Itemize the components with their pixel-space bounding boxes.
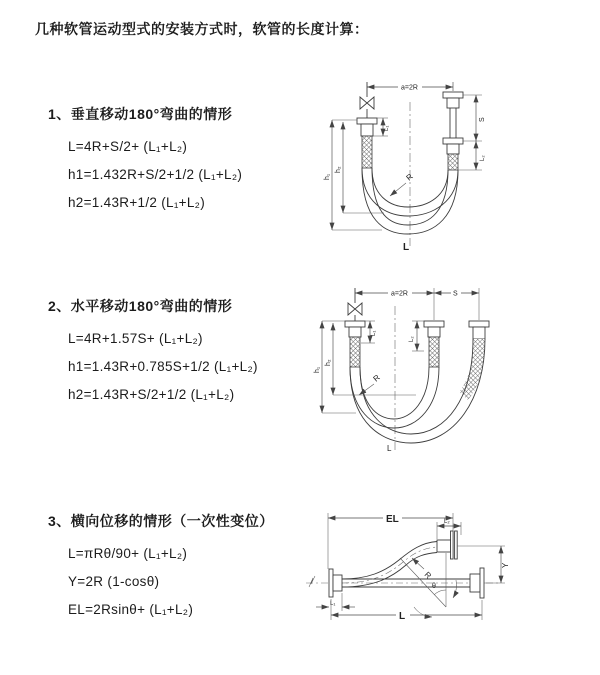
section-lateral-displacement xyxy=(48,511,274,624)
label-a-2r: a=2R xyxy=(391,290,408,298)
label-l1: L₁ xyxy=(330,601,336,607)
formula-length: L=4R+S/2+ (L₁+L₂) xyxy=(68,139,188,154)
left-hose-fitting xyxy=(345,321,365,367)
dimension-a-2r xyxy=(355,288,434,320)
dimension-l2 xyxy=(409,321,424,351)
label-length-l: L xyxy=(403,242,410,253)
label-h1: h₁ xyxy=(324,173,331,180)
label-l1: L₁ xyxy=(384,125,390,131)
label-radius: R xyxy=(404,171,415,183)
section-2-heading: 2、水平移动180°弯曲的情形 xyxy=(48,298,233,314)
dimension-l2 xyxy=(458,141,486,170)
diagram-horizontal-180-bend xyxy=(308,278,598,468)
label-radius: R xyxy=(422,570,434,581)
label-h2: h₂ xyxy=(335,166,342,173)
label-length-l: L xyxy=(387,444,392,453)
braided-hose-section xyxy=(459,339,485,400)
label-length-l: L xyxy=(399,611,406,622)
dimension-s xyxy=(434,288,479,320)
label-el: EL xyxy=(386,514,399,525)
label-radius: R xyxy=(371,372,382,384)
dimension-h2 xyxy=(335,122,384,213)
middle-hose-fitting xyxy=(424,321,444,367)
formula-h2: h2=1.43R+1/2 (L₁+L₂) xyxy=(68,195,206,210)
dimension-l xyxy=(331,599,482,622)
dimension-a-2r xyxy=(367,82,453,92)
right-hose-fitting xyxy=(469,321,489,339)
page-title: 几种软管运动型式的安装方式时，软管的长度计算： xyxy=(35,21,369,37)
label-l2: L₂ xyxy=(480,155,486,161)
formula-length: L=πRθ/90+ (L₁+L₂) xyxy=(68,546,188,561)
label-y: Y xyxy=(501,562,510,568)
dimension-l1 xyxy=(316,593,355,611)
dimension-s xyxy=(463,95,486,141)
formula-h2: h2=1.43R+S/2+1/2 (L₁+L₂) xyxy=(68,387,235,402)
section-vertical-180 xyxy=(48,104,242,217)
diagram-lateral-displacement xyxy=(298,495,598,660)
diagram-vertical-180-bend xyxy=(310,70,595,265)
braided-hose-section xyxy=(429,337,439,367)
section-horizontal-180 xyxy=(48,296,258,409)
label-h2: h₂ xyxy=(325,359,332,366)
formula-y: Y=2R (1-cosθ) xyxy=(68,574,160,589)
upper-flange-fitting xyxy=(437,531,457,559)
braided-hose-section xyxy=(350,337,360,367)
label-l1: L₁ xyxy=(371,330,377,336)
braided-hose-section xyxy=(448,154,458,170)
label-s: S xyxy=(453,290,458,298)
valve-icon xyxy=(360,82,374,118)
label-a-2r: a=2R xyxy=(401,84,418,92)
dimension-el xyxy=(328,513,453,569)
label-l2: L₂ xyxy=(444,519,450,525)
section-1-heading: 1、垂直移动180°弯曲的情形 xyxy=(48,106,233,122)
break-mark xyxy=(309,576,315,587)
left-hose-fitting xyxy=(357,118,377,168)
hose-displaced-curve xyxy=(342,542,437,588)
braided-hose-section xyxy=(362,136,372,168)
formula-length: L=4R+1.57S+ (L₁+L₂) xyxy=(68,331,203,346)
label-l2: L₂ xyxy=(409,336,415,342)
dimension-h1 xyxy=(324,120,382,230)
label-s: S xyxy=(479,117,486,122)
label-h1: h₁ xyxy=(314,366,321,373)
lower-right-flange-fitting xyxy=(470,568,484,598)
right-hose-fitting xyxy=(443,92,463,170)
formula-h1: h1=1.43R+0.785S+1/2 (L₁+L₂) xyxy=(68,359,258,374)
radius-leader xyxy=(390,172,415,196)
section-3-heading: 3、横向位移的情形（一次性变位） xyxy=(48,513,274,529)
label-theta: θ xyxy=(432,583,436,590)
formula-h1: h1=1.432R+S/2+1/2 (L₁+L₂) xyxy=(68,167,243,182)
formula-el: EL=2Rsinθ+ (L₁+L₂) xyxy=(68,602,194,617)
hose-u-curves xyxy=(350,339,485,443)
